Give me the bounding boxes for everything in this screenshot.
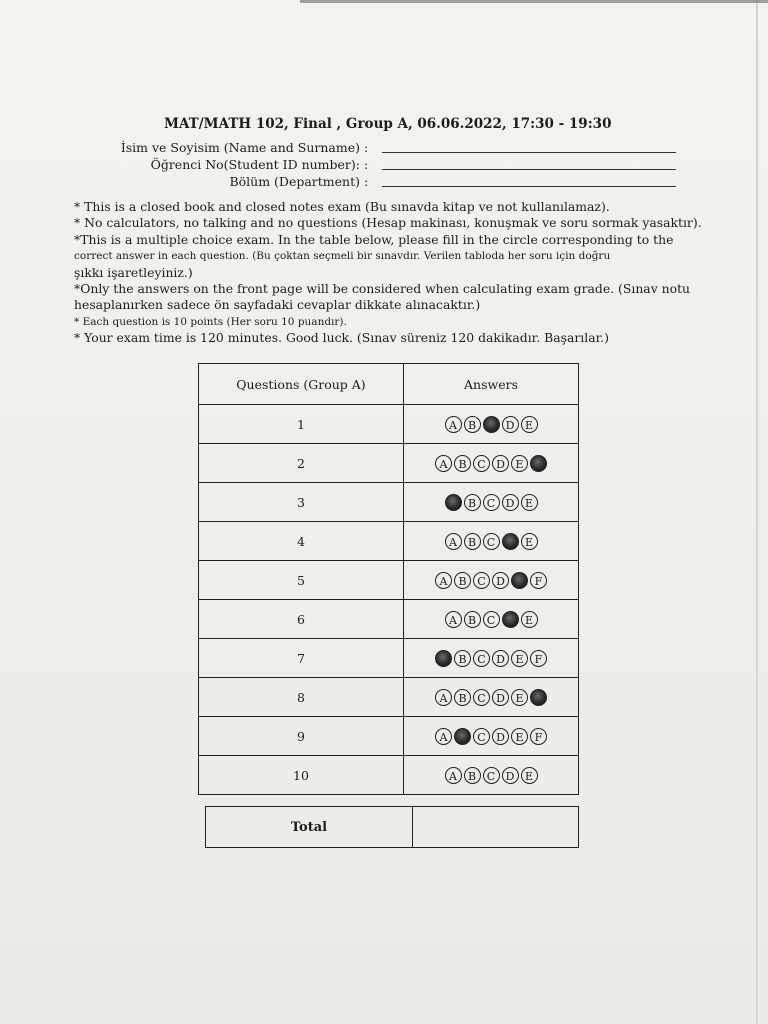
department-field[interactable]	[96, 174, 676, 191]
answer-bubble-c[interactable]	[483, 416, 500, 433]
total-label: Total	[206, 807, 413, 848]
student-info	[96, 140, 676, 191]
student-id-line	[382, 169, 676, 170]
answer-bubble-b[interactable]: B	[464, 494, 481, 511]
answer-bubble-d[interactable]	[502, 611, 519, 628]
answer-bubble-b[interactable]: B	[464, 533, 481, 550]
answer-bubble-a[interactable]: A	[445, 611, 462, 628]
answer-bubble-d[interactable]: D	[502, 416, 519, 433]
table-row	[199, 444, 579, 483]
answer-bubble-b[interactable]: B	[464, 611, 481, 628]
table-row	[199, 756, 579, 795]
student-id-field[interactable]	[96, 157, 676, 174]
answer-choices	[404, 572, 578, 589]
answer-choices	[404, 416, 578, 433]
answer-bubble-c[interactable]: C	[483, 494, 500, 511]
table-row	[199, 522, 579, 561]
answer-bubble-f[interactable]: F	[530, 650, 547, 667]
answer-bubble-d[interactable]: D	[492, 455, 509, 472]
answer-bubble-d[interactable]: D	[492, 689, 509, 706]
answer-bubble-f[interactable]	[530, 689, 547, 706]
answer-bubble-c[interactable]: C	[473, 572, 490, 589]
answer-choices	[404, 455, 578, 472]
question-number: 5	[199, 561, 404, 600]
answer-bubble-c[interactable]: C	[473, 728, 490, 745]
answer-bubble-d[interactable]: D	[492, 572, 509, 589]
question-number: 1	[199, 405, 404, 444]
answer-choices-cell	[404, 756, 579, 795]
name-label: İsim ve Soyisim (Name and Surname)	[120, 140, 360, 155]
table-row	[199, 717, 579, 756]
question-number: 9	[199, 717, 404, 756]
answer-bubble-a[interactable]: A	[445, 767, 462, 784]
answer-bubble-f[interactable]: F	[530, 728, 547, 745]
answer-bubble-d[interactable]: D	[492, 728, 509, 745]
instruction-line: * Each question is 10 points (Her soru 10 puandır).	[74, 315, 347, 328]
department-label: Bölüm (Department)	[229, 174, 360, 189]
answer-choices-cell	[404, 483, 579, 522]
question-number: 2	[199, 444, 404, 483]
exam-title: MAT/MATH 102, Final , Group A, 06.06.2022, 17:30 - 19:30	[164, 116, 612, 132]
answer-bubble-b[interactable]: B	[464, 767, 481, 784]
question-number: 8	[199, 678, 404, 717]
answer-bubble-e[interactable]: E	[511, 455, 528, 472]
instruction-line: hesaplanırken sadece ön sayfadaki cevaplar dikkate alınacaktır.)	[74, 297, 481, 313]
answer-bubble-c[interactable]: C	[473, 689, 490, 706]
answer-bubble-e[interactable]: E	[511, 650, 528, 667]
total-value	[413, 807, 579, 848]
answer-choices	[404, 611, 578, 628]
answer-choices	[404, 689, 578, 706]
answer-choices	[404, 728, 578, 745]
department-line	[382, 186, 676, 187]
department-colon: :	[364, 174, 369, 189]
answer-bubble-c[interactable]: C	[473, 650, 490, 667]
questions-header: Questions (Group A)	[199, 364, 404, 405]
answer-bubble-e[interactable]: E	[521, 533, 538, 550]
instruction-line: *Only the answers on the front page will be considered when calculating exam grade. (Sınav notu	[74, 281, 691, 297]
question-number: 10	[199, 756, 404, 795]
answer-bubble-b[interactable]	[454, 728, 471, 745]
exam-instructions	[74, 199, 714, 347]
answer-bubble-a[interactable]: A	[445, 533, 462, 550]
answer-bubble-b[interactable]: B	[464, 416, 481, 433]
page-edge	[756, 0, 758, 1024]
answer-choices-cell	[404, 717, 579, 756]
answer-bubble-b[interactable]: B	[454, 650, 471, 667]
answer-bubble-e[interactable]: E	[521, 611, 538, 628]
answer-bubble-c[interactable]: C	[473, 455, 490, 472]
instruction-line: * This is a closed book and closed notes exam (Bu sınavda kitap ve not kullanılamaz).	[74, 199, 610, 214]
answer-bubble-e[interactable]: E	[511, 689, 528, 706]
question-number: 7	[199, 639, 404, 678]
answer-bubble-a[interactable]: A	[445, 416, 462, 433]
table-row	[199, 405, 579, 444]
total-table	[205, 806, 579, 848]
answer-bubble-a[interactable]: A	[435, 689, 452, 706]
instruction-line: * Your exam time is 120 minutes. Good luck. (Sınav süreniz 120 dakikadır. Başarılar.)	[74, 330, 609, 346]
answer-bubble-a[interactable]: A	[435, 455, 452, 472]
answer-bubble-d[interactable]	[502, 533, 519, 550]
answer-table	[198, 363, 579, 795]
answer-bubble-f[interactable]: F	[530, 572, 547, 589]
answer-bubble-e[interactable]: E	[511, 728, 528, 745]
answer-choices	[404, 494, 578, 511]
answer-rows	[199, 405, 579, 795]
table-row	[199, 678, 579, 717]
answer-bubble-b[interactable]: B	[454, 689, 471, 706]
answer-bubble-b[interactable]: B	[454, 572, 471, 589]
instruction-line: correct answer in each question. (Bu çoktan seçmeli bir sınavdır. Verilen tabloda her soru için doğru	[74, 250, 611, 263]
answer-choices-cell	[404, 678, 579, 717]
answer-choices-cell	[404, 639, 579, 678]
student-id-colon: :	[364, 157, 369, 172]
answer-bubble-c[interactable]: C	[483, 533, 500, 550]
answer-bubble-a[interactable]: A	[435, 728, 452, 745]
question-number: 4	[199, 522, 404, 561]
answer-bubble-d[interactable]: D	[502, 767, 519, 784]
answer-choices-cell	[404, 444, 579, 483]
student-id-label: Öğrenci No(Student ID number):	[150, 157, 360, 172]
answer-choices	[404, 650, 578, 667]
name-line	[382, 152, 676, 153]
page-top-edge	[300, 0, 768, 3]
answer-choices-cell	[404, 561, 579, 600]
answer-choices	[404, 533, 578, 550]
answer-choices	[404, 767, 578, 784]
answer-bubble-e[interactable]: E	[521, 416, 538, 433]
instruction-line: şıkkı işaretleyiniz.)	[74, 264, 193, 280]
answer-choices-cell	[404, 405, 579, 444]
table-row	[199, 561, 579, 600]
answer-bubble-b[interactable]: B	[454, 455, 471, 472]
answer-bubble-a[interactable]	[435, 650, 452, 667]
answer-bubble-c[interactable]: C	[483, 767, 500, 784]
instruction-line: *This is a multiple choice exam. In the table below, please fill in the circle corresponding to the	[74, 231, 674, 247]
instruction-line: * No calculators, no talking and no questions (Hesap makinası, konuşmak ve soru sormak yasaktır).	[74, 215, 702, 231]
answers-header: Answers	[404, 364, 579, 405]
answer-bubble-d[interactable]: D	[502, 494, 519, 511]
answer-bubble-a[interactable]	[445, 494, 462, 511]
table-row	[199, 639, 579, 678]
answer-bubble-e[interactable]	[511, 572, 528, 589]
answer-choices-cell	[404, 522, 579, 561]
answer-bubble-d[interactable]: D	[492, 650, 509, 667]
answer-choices-cell	[404, 600, 579, 639]
answer-bubble-a[interactable]: A	[435, 572, 452, 589]
answer-bubble-e[interactable]: E	[521, 767, 538, 784]
answer-bubble-c[interactable]: C	[483, 611, 500, 628]
table-row	[199, 600, 579, 639]
question-number: 3	[199, 483, 404, 522]
answer-bubble-f[interactable]	[530, 455, 547, 472]
question-number: 6	[199, 600, 404, 639]
table-row	[199, 483, 579, 522]
name-field[interactable]	[96, 140, 676, 157]
answer-bubble-e[interactable]: E	[521, 494, 538, 511]
name-colon: :	[364, 140, 369, 155]
